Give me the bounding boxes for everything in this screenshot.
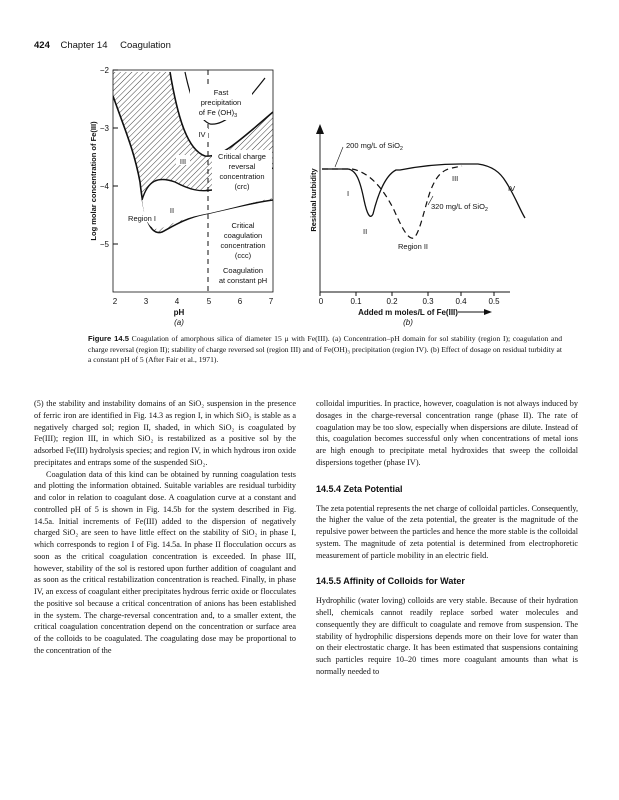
fast-label: of Fe $(OH)_3$ (198, 108, 238, 119)
phase-i-label: I (347, 189, 350, 198)
x-tick: 0.5 (488, 297, 500, 306)
series-200-label: 200 mg/L of SiO$_2$ (346, 141, 403, 152)
x-axis-a (113, 297, 274, 327)
region-iv-label: IV (198, 130, 206, 139)
panel-label-a: (a) (174, 318, 184, 327)
panel-b (309, 124, 525, 327)
fast-label: precipitation (200, 98, 242, 107)
figure-caption (88, 334, 562, 366)
y-tick: −2 (99, 66, 109, 75)
phase-iv-label: IV (508, 184, 516, 193)
page-number: 424 (34, 40, 50, 51)
ccc-label: Critical (231, 221, 255, 230)
series-200-curve (322, 164, 525, 218)
constant-ph-label: Coagulation (222, 266, 264, 275)
phase-iii-label: III (452, 174, 459, 183)
fast-label: Fast (213, 88, 229, 97)
x-axis-label-b: Added m moles/L of Fe(III) (358, 308, 458, 317)
y-tick: −3 (99, 124, 109, 133)
section-heading-affinity: 14.5.5 Affinity of Colloids for Water (316, 576, 465, 587)
paragraph: The zeta potential represents the net charge of colloidal particles. Consequently, the higher the value of the zeta potential, the greater is the magnitude of the repulsive power between the particles and hence the more stable is the colloidal system. The magnitude of zeta potential is determined from electrophoretic measurement of particle mobility in an electric field. (316, 503, 578, 560)
x-tick: 5 (206, 297, 212, 306)
chapter-title: Coagulation (120, 40, 171, 51)
x-axis-label-a: pH (173, 308, 185, 317)
panel-label-b: (b) (403, 318, 413, 327)
paragraph: (5) the stability and instability domains of an SiO₂ suspension in the presence of ferric iron are identified in Fig. 14.3 as region I, in which SiO₂ is stable as a negatively charged sol; region II, shaded, in which SiO₂ is coagulated by Fe(III); region III, in which SiO₂ is restabilized as a positive sol by the adsorbed Fe(III) hydrolysis species; and region IV, in which hydrous iron oxide precipitates and entraps some of the suspended SiO₂. (34, 399, 296, 467)
region-iii-label: III (179, 157, 187, 166)
chapter-number: Chapter 14 (60, 40, 108, 51)
phase-ii-label: II (363, 227, 368, 236)
section-heading-zeta: 14.5.4 Zeta Potential (316, 483, 403, 494)
x-tick: 4 (174, 297, 180, 306)
x-tick: 2 (112, 297, 118, 306)
figure-caption-text: Coagulation of amorphous silica of diameter 15 μ with Fe(III). (a) Concentration–pH domain for sol stability (region I); coagulation and charge reversal (region II); stability of charge reversed sol (region III) and of Fe(OH)₃ precipitation (region IV). (b) Effect of dosage on residual turbidity at a constant pH of 5 (After Fair et al., 1971). (88, 334, 562, 365)
crc-label: (crc) (234, 182, 250, 191)
right-column (316, 398, 578, 678)
y-tick: −5 (99, 240, 109, 249)
left-column (34, 398, 296, 657)
figure-caption-label: Figure 14.5 (88, 334, 129, 343)
crc-label: concentration (219, 172, 265, 181)
x-tick: 0.4 (455, 297, 467, 306)
y-axis-label-a: Log molar concentration of Fe(III) (89, 121, 98, 241)
y-axis-label-b: Residual turbidity (309, 168, 318, 232)
x-tick: 0 (318, 297, 324, 306)
ccc-label: (ccc) (234, 251, 252, 260)
x-tick: 3 (143, 297, 149, 306)
x-tick: 0.3 (422, 297, 434, 306)
region-i-label: Region I (128, 214, 156, 223)
x-tick: 7 (268, 297, 274, 306)
y-tick: −4 (99, 182, 109, 191)
ccc-label: coagulation (223, 231, 263, 240)
region-ii-label: II (169, 206, 175, 215)
crc-label: reversal (228, 162, 256, 171)
x-tick: 6 (237, 297, 243, 306)
x-tick: 0.1 (350, 297, 362, 306)
crc-label: Critical charge (218, 152, 266, 161)
constant-ph-label: at constant pH (218, 276, 268, 285)
panel-a (89, 66, 274, 327)
paragraph: Coagulation data of this kind can be obtained by running coagulation tests and plotting the information obtained. Suitable variables are residual turbidity and color in relation to coagulant dose. A coagulation curve at a constant and controlled pH of 5 is shown in Fig. 14.5b for the system described in Fig. 14.5a. Initial increments of Fe(III) added to the dispersion of negatively charged SiO₂ are seen to have little effect on the stability of SiO₂ in phase I, which corresponds to region I of Fig. 14.5a. In phase II flocculation occurs as soon as the critical coagulation concentration is exceeded. In phase III, however, stability of the sol is restored upon further addition of coagulant and as soon as the critical restabilization concentration is reached. Finally, in phase IV, an excess of coagulant either precipitates hydrous ferric oxide or flocculates the positive sol because a critical concentration of anions has been established in the system. The charge-reversal concentration and, to a smaller extent, the critical coagulation concentration depend on the concentration or surface area of the colloids to be coagulated. The coagulating dose may be proportional to the concentration of the (34, 469, 296, 655)
x-axis-b (319, 292, 500, 327)
region-ii-b-label: Region II (398, 242, 429, 251)
ccc-label: concentration (220, 241, 266, 250)
paragraph: Hydrophilic (water loving) colloids are very stable. Because of their hydration shell, chemicals cannot readily replace sorbed water molecules and consequently they are difficult to coagulate and remove from suspension. The stability of hydrophilic dispersions depends more on their love for water than on their electrostatic charge. It has been estimated that suspensions containing such particles require 10–20 times more coagulant amounts than what is normally needed to (316, 596, 578, 676)
figure-14-5 (0, 0, 619, 330)
paragraph: colloidal impurities. In practice, however, coagulation is not always induced by dosages in the charge-reversal concentration range (phase II). The rate of coagulation may be too slow, especially when dispersions are dilute. Instead of this, coagulation becomes successful only when concentrations of metal ions are high enough to precipitate metal hydroxides that sweep the colloidal dispersions together (phase IV). (316, 399, 578, 467)
series-320-label: 320 mg/L of SiO$_2$ (431, 202, 488, 213)
x-tick: 0.2 (386, 297, 398, 306)
